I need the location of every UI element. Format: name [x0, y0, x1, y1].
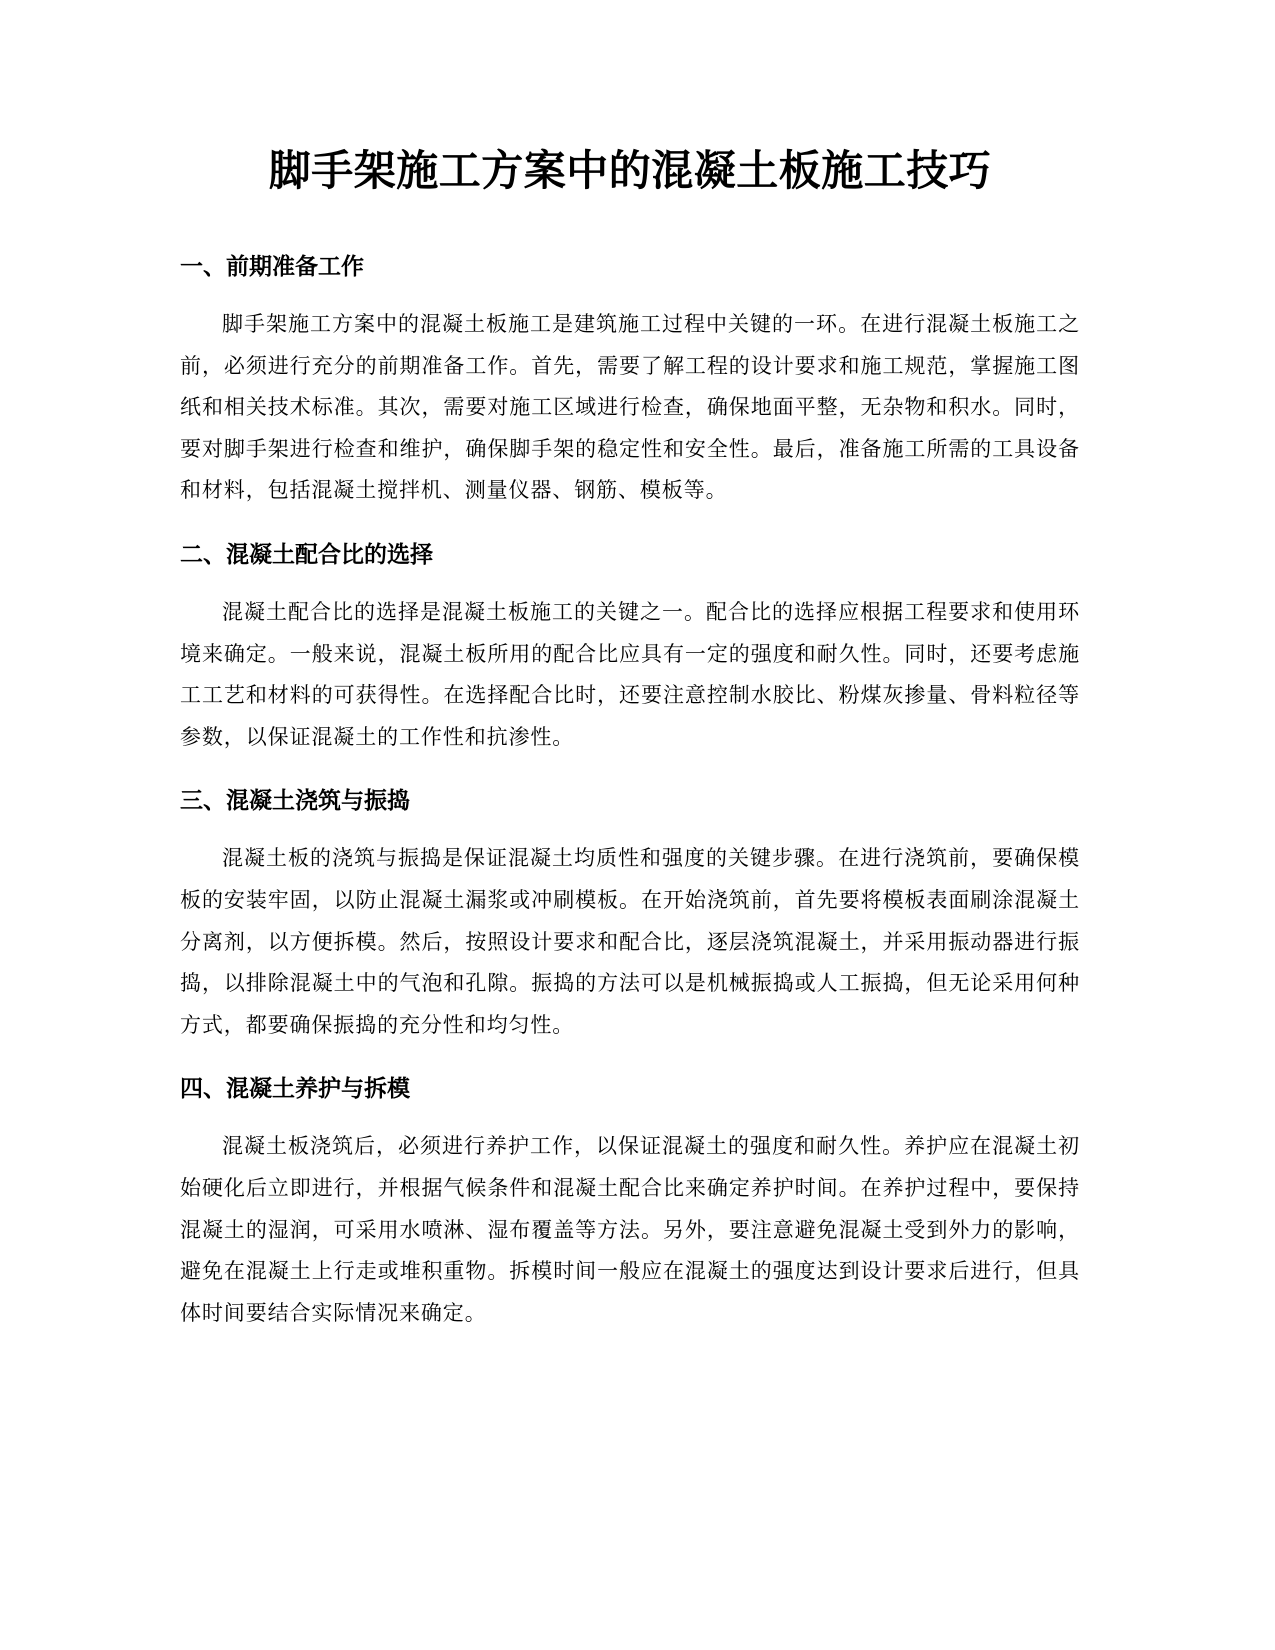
document-title: 脚手架施工方案中的混凝土板施工技巧 — [268, 146, 992, 195]
section-heading: 二、混凝土配合比的选择 — [180, 541, 433, 568]
section-preparation — [180, 250, 1080, 512]
document-page — [180, 140, 1080, 1360]
section-heading: 四、混凝土养护与拆模 — [180, 1076, 410, 1103]
section-heading: 一、前期准备工作 — [180, 254, 364, 280]
section-curing-formwork-removal — [180, 1072, 1080, 1334]
section-mix-ratio — [180, 538, 1080, 758]
section-paragraph: 脚手架施工方案中的混凝土板施工是建筑施工过程中关键的一环。在进行混凝土板施工之前，必须进行充分的前期准备工作。首先，需要了解工程的设计要求和施工规范，掌握施工图纸和相关技术标准。其次，需要对施工区域进行检查，确保地面平整，无杂物和积水。同时，要对脚手架进行检查和维护，确保脚手架的稳定性和安全性。最后，准备施工所需的工具设备和材料，包括混凝土搅拌机、测量仪器、钢筋、模板等。 — [180, 312, 1080, 503]
section-heading: 三、混凝土浇筑与振捣 — [180, 788, 410, 815]
section-pouring-vibrating — [180, 784, 1080, 1046]
section-paragraph: 混凝土配合比的选择是混凝土板施工的关键之一。配合比的选择应根据工程要求和使用环境来确定。一般来说，混凝土板所用的配合比应具有一定的强度和耐久性。同时，还要考虑施工工艺和材料的可获得性。在选择配合比时，还要注意控制水胶比、粉煤灰掺量、骨料粒径等参数，以保证混凝土的工作性和抗渗性。 — [180, 599, 1080, 749]
section-paragraph: 混凝土板的浇筑与振捣是保证混凝土均质性和强度的关键步骤。在进行浇筑前，要确保模板的安装牢固，以防止混凝土漏浆或冲刷模板。在开始浇筑前，首先要将模板表面刷涂混凝土分离剂，以方便拆模。然后，按照设计要求和配合比，逐层浇筑混凝土，并采用振动器进行振捣，以排除混凝土中的气泡和孔隙。振捣的方法可以是机械振捣或人工振捣，但无论采用何种方式，都要确保振捣的充分性和均匀性。 — [180, 846, 1080, 1037]
section-paragraph: 混凝土板浇筑后，必须进行养护工作，以保证混凝土的强度和耐久性。养护应在混凝土初始硬化后立即进行，并根据气候条件和混凝土配合比来确定养护时间。在养护过程中，要保持混凝土的湿润，可采用水喷淋、湿布覆盖等方法。另外，要注意避免混凝土受到外力的影响，避免在混凝土上行走或堆积重物。拆模时间一般应在混凝土的强度达到设计要求后进行，但具体时间要结合实际情况来确定。 — [180, 1134, 1080, 1325]
